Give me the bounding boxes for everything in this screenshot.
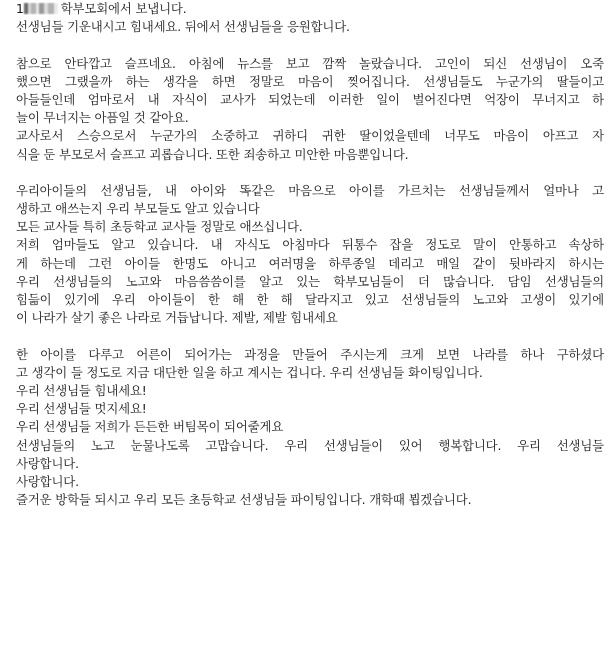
paragraph-line: 고 생각이 들 정도로 지금 대단한 일을 하고 계시는 겁니다. 우리 선생님들 화이팅입니다. bbox=[16, 364, 483, 380]
paragraph-line: 참으로 안타깝고 슬프네요. 아침에 뉴스를 보고 깜짝 놀랐습니다. 고인이 되신 선생님이 오죽 bbox=[16, 55, 604, 71]
paragraph-line: 늘이 무너지는 아픔일 것 같아요. bbox=[16, 110, 189, 126]
document-body[interactable] bbox=[16, 0, 606, 509]
document-header-line bbox=[16, 0, 606, 18]
paragraph-appreciation bbox=[16, 182, 606, 328]
blank-line bbox=[16, 36, 606, 54]
paragraph-line: 우리 선생님들 멋지세요! bbox=[16, 401, 147, 417]
paragraph-line: 선생님들의 노고 눈물나도록 고맙습니다. 우리 선생님들이 있어 행복합니다. 우리 선생님들 bbox=[16, 437, 604, 453]
paragraph-line: 즐거운 방학들 되시고 우리 모든 초등학교 선생님들 파이팅입니다. 개학때 뵙겠습니다. bbox=[16, 492, 472, 508]
paragraph-line: 저희 엄마들도 알고 있습니다. 내 자식도 아침마다 뒤통수 잡을 정도로 말이 안통하고 속상하 bbox=[16, 237, 604, 253]
blank-line bbox=[16, 164, 606, 182]
paragraph-line: 생하고 애쓰는지 우리 부모들도 알고 있습니다 bbox=[16, 201, 260, 217]
blank-line bbox=[16, 327, 606, 345]
paragraph-line: 한 아이를 다루고 어른이 되어가는 과정을 만들어 주시는게 크게 보면 나라를 하나 구하셨다 bbox=[16, 346, 604, 362]
paragraph-line: 우리 선생님들 힘내세요! bbox=[16, 382, 147, 398]
paragraph-line: 사랑합니다. bbox=[16, 473, 79, 489]
header-text: 학부모회에서 보냅니다. bbox=[60, 1, 187, 16]
paragraph-line: 교사로서 스승으로서 누군가의 소중하고 귀하디 귀한 딸이었을텐데 너무도 마음이 아프고 자 bbox=[16, 128, 604, 144]
paragraph-line: 했으면 그랬을까 하는 생각을 하면 정말로 마음이 찢어집니다. 선생님들도 누군가의 딸들이고 bbox=[16, 73, 604, 89]
paragraph-line: 게 하는데 그런 아이들 한명도 아니고 여러명을 하루종일 데리고 매일 같이 뒷바라지 하시는 bbox=[16, 255, 604, 271]
paragraph-line: 힘듦이 있기에 우리 아이들이 한 해 한 해 달라지고 있고 선생님들의 노고와 고생이 있기에 bbox=[16, 292, 604, 307]
paragraph-condolence bbox=[16, 55, 606, 164]
paragraph-line: 모든 교사들 특히 초등학교 교사들 정말로 애쓰십니다. bbox=[16, 219, 303, 235]
paragraph-line: 우리아이들의 선생님들, 내 아이와 똑같은 마음으로 아이를 가르치는 선생님들께서 얼마나 고 bbox=[16, 182, 604, 198]
paragraph-line: 우리 선생님들 저희가 든든한 버팀목이 되어줄게요 bbox=[16, 419, 284, 435]
paragraph-cheering bbox=[16, 346, 606, 510]
encouragement-line: 선생님들 기운내시고 힘내세요. 뒤에서 선생님들을 응원합니다. bbox=[16, 19, 350, 35]
redacted-name-prefix: 1 bbox=[16, 1, 24, 16]
paragraph-line: 아들들인데 엄마로서 내 자식이 교사가 되었는데 이러한 일이 벌어진다면 억장이 무너지고 하 bbox=[16, 91, 604, 107]
paragraph-line: 사랑합니다. bbox=[16, 455, 79, 471]
paragraph-line: 이 나라가 살기 좋은 나라로 거듭납니다. 제발, 제발 힘내세요 bbox=[16, 310, 338, 326]
redacted-name-blur bbox=[24, 3, 58, 14]
paragraph-line: 우리 선생님들의 노고와 마음씀씀이를 알고 있는 학부모님들이 더 많습니다. 담임 선생님들의 bbox=[16, 273, 604, 289]
paragraph-line: 식을 둔 부모로서 슬프고 괴롭습니다. 또한 죄송하고 미안한 마음뿐입니다. bbox=[16, 146, 409, 162]
